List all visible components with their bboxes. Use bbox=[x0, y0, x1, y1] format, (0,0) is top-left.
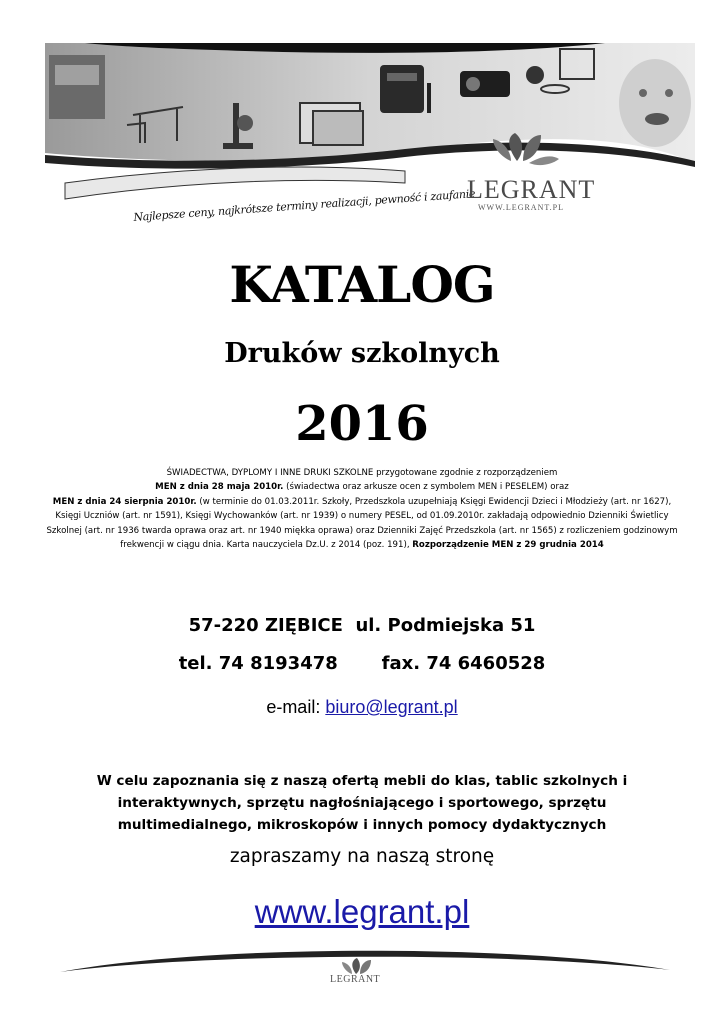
offer-line: interaktywnych, sprzętu nagłośniającego i sportowego, sprzętu bbox=[117, 795, 607, 811]
whiteboards-image bbox=[300, 103, 363, 145]
offer-line: W celu zapoznania się z naszą ofertą mebli do klas, tablic szkolnych i bbox=[96, 773, 628, 789]
legal-line: Szkolnej (art. nr 1936 twarda oprawa oraz art. nr 1940 miękka oprawa) oraz Dzienniki Zajęć Przedszkola (art. nr 1565) z rozliczeniem godzinowym bbox=[46, 525, 678, 536]
legal-notice bbox=[30, 466, 694, 552]
legal-line: MEN z dnia 24 sierpnia 2010r. (w terminie do 01.03.2011r. Szkoły, Przedszkola uzupełniają Księgi Ewidencji Dzieci i Młodzieży (art. nr 1627), bbox=[52, 496, 672, 507]
address: 57-220 ZIĘBICE ul. Podmiejska 51 bbox=[188, 615, 536, 636]
child-photo bbox=[619, 59, 691, 147]
offer-text bbox=[60, 770, 664, 836]
footer-logo-name: LEGRANT bbox=[330, 974, 381, 985]
legal-line: ŚWIADECTWA, DYPLOMY I INNE DRUKI SZKOLNE przygotowane zgodnie z rozporządzeniem bbox=[166, 468, 558, 478]
logo-name: LEGRANT bbox=[467, 175, 596, 204]
classroom-image bbox=[49, 55, 105, 119]
catalog-subtitle: Druków szkolnych bbox=[224, 338, 500, 369]
logo-url: WWW.LEGRANT.PL bbox=[478, 203, 564, 212]
invite-text: zapraszamy na naszą stronę bbox=[229, 846, 495, 867]
offer-line: multimedialnego, mikroskopów i innych pomocy dydaktycznych bbox=[117, 817, 607, 833]
projector-image bbox=[460, 71, 510, 97]
header-banner bbox=[45, 43, 695, 223]
email-line bbox=[0, 697, 724, 718]
banner-tagline: Najlepsze ceny, najkrótsze terminy realizacji, pewność i zaufanie bbox=[133, 187, 476, 224]
footer-logo-icon bbox=[342, 958, 371, 974]
website-link[interactable]: www.legrant.pl bbox=[254, 893, 470, 930]
legal-line: MEN z dnia 28 maja 2010r. (świadectwa oraz arkusze ocen z symbolem MEN i PESELEM) oraz bbox=[155, 482, 569, 493]
speaker-image bbox=[380, 65, 431, 113]
catalog-year: 2016 bbox=[295, 396, 429, 452]
email-link[interactable]: biuro@legrant.pl bbox=[325, 697, 458, 717]
legal-line: frekwencji w ciągu dnia. Karta nauczyciela Dz.U. z 2014 (poz. 191), Rozporządzenie MEN z 29 grudnia 2014 bbox=[120, 540, 604, 551]
legal-line: Księgi Uczniów (art. nr 1591), Księgi Wychowanków (art. nr 1939) o numery PESEL, od 01.09.2010r. zakładają odpowiednio Dzienniki Świetlicy bbox=[55, 511, 669, 522]
catalog-title: KATALOG bbox=[229, 255, 495, 314]
phone-fax: tel. 74 8193478 fax. 74 6460528 bbox=[178, 653, 546, 674]
email-label: e-mail: bbox=[266, 697, 326, 717]
